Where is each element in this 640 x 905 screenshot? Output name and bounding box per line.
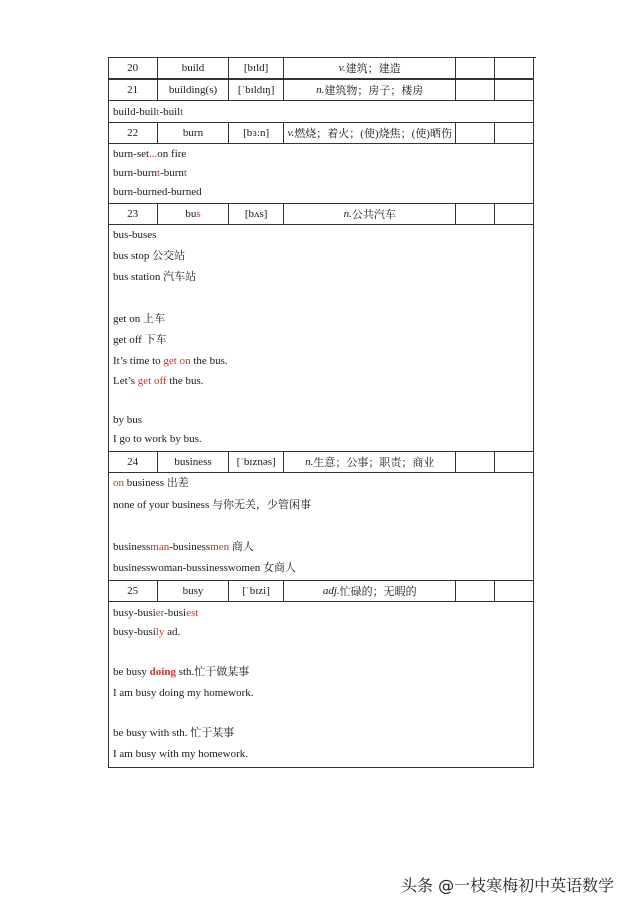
empty-cell <box>495 452 533 472</box>
table-row <box>108 79 533 101</box>
watermark-text: 头条 @一枝寒梅初中英语数学 <box>401 876 615 895</box>
note-line: get off 下车 <box>113 334 167 346</box>
entry-word: bu s <box>158 204 229 224</box>
note-line: by bus <box>113 414 143 426</box>
empty-cell <box>495 123 533 143</box>
note-line: burn-burnt-burnt <box>113 167 187 179</box>
note-line: busy-busily ad. <box>113 626 181 638</box>
meaning-text: 建筑物；房子；楼房 <box>324 85 424 97</box>
meaning-text: 燃烧；着火；(使)烧焦；(使)晒伤 <box>294 128 452 140</box>
empty-cell <box>456 80 495 100</box>
note-line: bus station 汽车站 <box>113 271 197 283</box>
entry-number: 22 <box>108 123 158 143</box>
meaning-text: 建筑；建造 <box>345 63 401 75</box>
note-line: on business 出差 <box>113 477 189 489</box>
part-of-speech: adj. <box>322 585 340 597</box>
note-line: busy-busier-busiest <box>113 607 199 619</box>
note-line: bus stop 公交站 <box>113 250 186 262</box>
note-line: It’s time to get on the bus. <box>113 355 228 367</box>
entry-phonetic: [bɜːn] <box>229 123 285 143</box>
entry-meaning <box>284 581 456 601</box>
entry-number: 24 <box>108 452 158 472</box>
entry-word: busy <box>158 581 229 601</box>
note-line: businessman-businessmen 商人 <box>113 541 254 553</box>
note-line: build-built-built <box>113 106 184 118</box>
entry-meaning <box>284 452 456 472</box>
note-line: be busy doing sth.忙于做某事 <box>113 666 250 678</box>
entry-meaning <box>284 123 456 143</box>
entry-word: build <box>158 58 229 78</box>
entry-number: 25 <box>108 581 158 601</box>
entry-number: 21 <box>108 80 158 100</box>
note-line: burn-burned-burned <box>113 186 202 198</box>
part-of-speech: n. <box>343 208 352 220</box>
meaning-text: 公共汽车 <box>351 209 396 221</box>
entry-word: building(s) <box>158 80 229 100</box>
entry-number: 20 <box>108 58 158 78</box>
entry-phonetic: [ˈbɪznəs] <box>229 452 285 472</box>
note-line: I am busy with my homework. <box>113 748 249 760</box>
empty-cell <box>495 204 533 224</box>
part-of-speech: n. <box>305 456 314 468</box>
entry-phonetic: [ˈbɪldɪŋ] <box>229 80 285 100</box>
note-line: bus-buses <box>113 229 157 241</box>
entry-phonetic: [bʌs] <box>229 204 285 224</box>
table-row <box>108 203 533 225</box>
entry-word: business <box>158 452 229 472</box>
entry-meaning <box>284 80 456 100</box>
empty-cell <box>456 123 495 143</box>
note-line: businesswoman-bussinesswomen 女商人 <box>113 562 297 574</box>
empty-cell <box>456 58 495 78</box>
part-of-speech: n. <box>316 84 325 96</box>
empty-cell <box>456 452 495 472</box>
vocabulary-table <box>108 57 534 768</box>
empty-cell <box>495 80 533 100</box>
part-of-speech: v. <box>287 127 295 139</box>
note-line: Let’s get off the bus. <box>113 375 204 387</box>
empty-cell <box>495 58 533 78</box>
table-row <box>108 451 533 473</box>
note-line: none of your business 与你无关，少管闲事 <box>113 499 311 511</box>
empty-cell <box>456 581 495 601</box>
note-line: I go to work by bus. <box>113 433 202 445</box>
table-row <box>108 580 533 602</box>
entry-word: burn <box>158 123 229 143</box>
table-row <box>108 57 533 79</box>
part-of-speech: v. <box>338 62 346 74</box>
note-line: burn-set...on fire <box>113 148 187 160</box>
entry-meaning <box>284 204 456 224</box>
empty-cell <box>456 204 495 224</box>
entry-phonetic: [ˈbɪzi] <box>229 581 285 601</box>
table-row <box>108 122 533 144</box>
note-line: be busy with sth. 忙于某事 <box>113 727 235 739</box>
entry-number: 23 <box>108 204 158 224</box>
entry-meaning <box>284 58 456 78</box>
meaning-text: 忙碌的；无暇的 <box>339 586 417 598</box>
entry-phonetic: [bɪld] <box>229 58 285 78</box>
note-line: get on 上车 <box>113 313 165 325</box>
empty-cell <box>495 581 533 601</box>
meaning-text: 生意；公事；职责；商业 <box>313 457 435 469</box>
note-line: I am busy doing my homework. <box>113 687 254 699</box>
